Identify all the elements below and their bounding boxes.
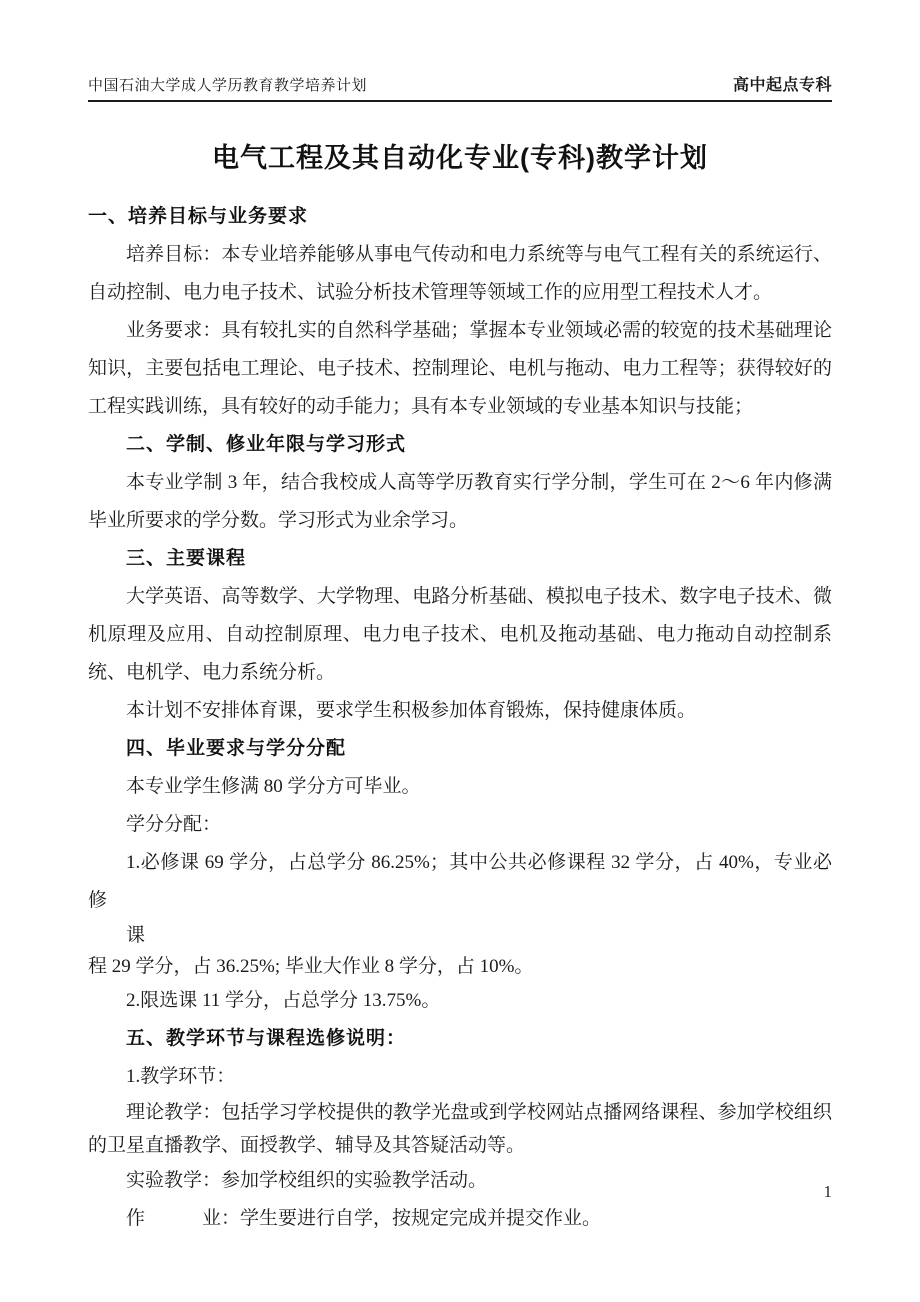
document-title: 电气工程及其自动化专业(专科)教学计划: [212, 143, 708, 173]
section-heading: 二、学制、修业年限与学习形式: [126, 434, 407, 455]
paragraph: 学分分配：: [126, 814, 222, 835]
paragraph: 作 业：学生要进行自学，按规定完成并提交作业。: [126, 1208, 602, 1229]
header-right-text: 高中起点专科: [732, 77, 832, 94]
paragraph: 1.教学环节：: [126, 1066, 236, 1087]
paragraph: 本计划不安排体育课，要求学生积极参加体育锻炼，保持健康体质。: [126, 700, 697, 721]
paragraph: 2.限选课 11 学分，占总学分 13.75%。: [126, 990, 441, 1011]
section-heading: 一、培养目标与业务要求: [88, 206, 309, 227]
paragraph: 本专业学生修满 80 学分方可毕业。: [126, 776, 421, 797]
page-number: 1: [823, 1182, 832, 1201]
header-left-text: 中国石油大学成人学历教育教学培养计划: [88, 78, 368, 94]
paragraph: 实验教学：参加学校组织的实验教学活动。: [126, 1170, 488, 1191]
document-body: [88, 198, 832, 1238]
paragraph: 业务要求：具有较扎实的自然科学基础；掌握本专业领域必需的较宽的技术基础理论知识，主要包括电工理论、电子技术、控制理论、电机与拖动、电力工程等；获得较好的工程实践训练，具有较好的动手能力；具有本专业领域的专业基本知识与技能；: [88, 320, 832, 417]
page-header: [88, 72, 832, 102]
section-heading: 四、毕业要求与学分分配: [126, 738, 347, 759]
section-heading: 三、主要课程: [126, 548, 247, 569]
paragraph: 理论教学：包括学习学校提供的教学光盘或到学校网站点播网络课程、参加学校组织的卫星直播教学、面授教学、辅导及其答疑活动等。: [88, 1102, 832, 1156]
section-heading: 五、教学环节与课程选修说明：: [126, 1028, 407, 1049]
paragraph: 培养目标：本专业培养能够从事电气传动和电力系统等与电气工程有关的系统运行、自动控制、电力电子技术、试验分析技术管理等领域工作的应用型工程技术人才。: [88, 244, 832, 303]
paragraph: 大学英语、高等数学、大学物理、电路分析基础、模拟电子技术、数字电子技术、微机原理及应用、自动控制原理、电力电子技术、电机及拖动基础、电力拖动自动控制系统、电机学、电力系统分析。: [88, 586, 832, 683]
paragraph: 程 29 学分，占 36.25%; 毕业大作业 8 学分，占 10%。: [88, 956, 534, 977]
paragraph: 1.必修课 69 学分，占总学分 86.25%；其中公共必修课程 32 学分，占 40%，专业必修: [88, 852, 832, 911]
paragraph: 课: [126, 925, 146, 946]
paragraph: 本专业学制 3 年，结合我校成人高等学历教育实行学分制，学生可在 2～6 年内修满毕业所要求的学分数。学习形式为业余学习。: [88, 472, 832, 531]
